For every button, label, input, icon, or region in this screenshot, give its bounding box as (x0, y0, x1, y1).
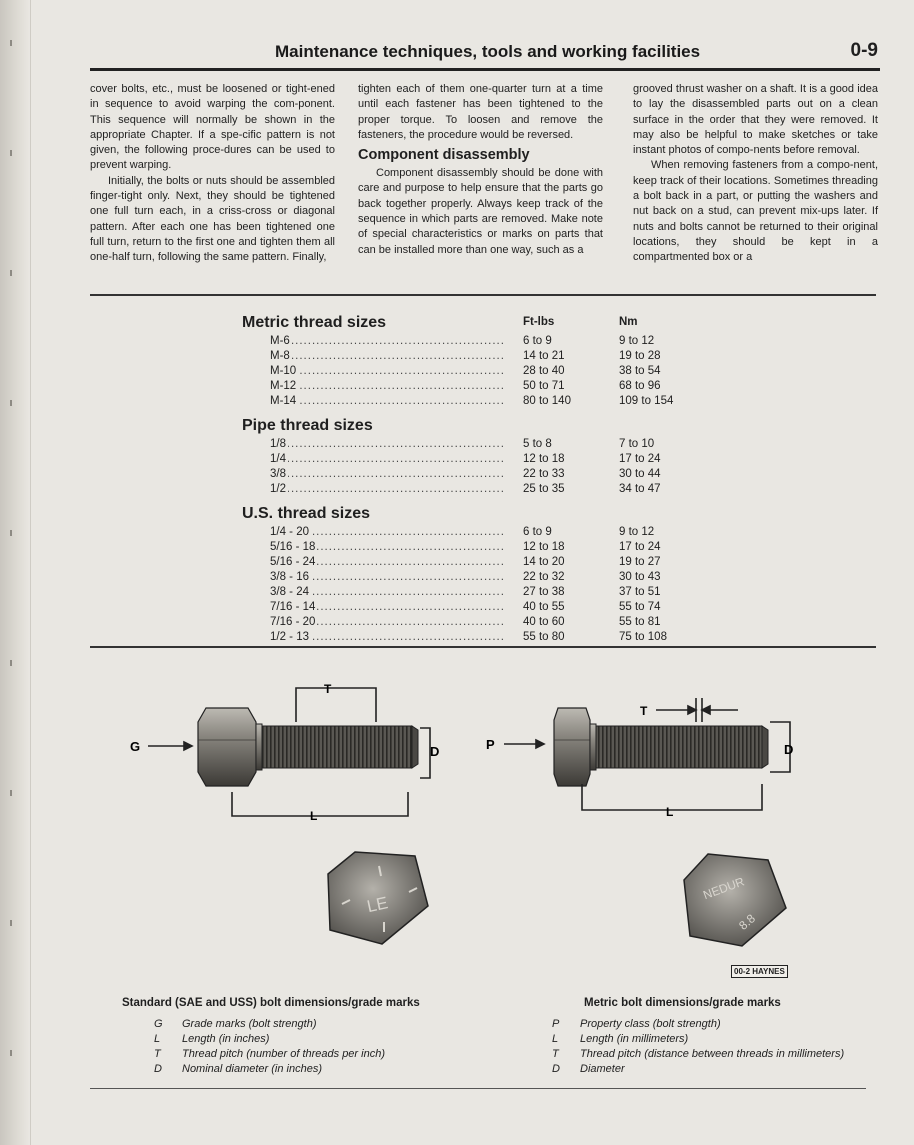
legend-key: P (552, 1018, 560, 1030)
thread-size: M-6 (270, 335, 290, 347)
ftlbs-value: 27 to 38 (523, 586, 565, 598)
table-row (242, 482, 722, 497)
label-P: P (486, 737, 495, 752)
table-row (242, 364, 722, 379)
legend-item (552, 1062, 872, 1077)
head-mark-le: LE (365, 893, 390, 917)
thread-size: M-8 (270, 350, 290, 362)
legend-value: Property class (bolt strength) (580, 1018, 721, 1030)
group-title: Metric thread sizes (242, 314, 387, 331)
page-binding-edge (0, 0, 31, 1145)
legend-key: L (552, 1033, 559, 1045)
nm-value: 19 to 28 (619, 350, 661, 362)
label-L-metric: L (666, 805, 674, 819)
legend-item (154, 1017, 462, 1032)
legend-key: T (154, 1048, 161, 1060)
header-title: Maintenance techniques, tools and working facilities (275, 42, 701, 61)
legend-value: Length (in millimeters) (580, 1033, 689, 1045)
metric-bolt-side-view (554, 708, 768, 786)
legend-item (552, 1047, 872, 1062)
caption-title: Standard (SAE and USS) bolt dimensions/grade marks (122, 997, 420, 1009)
thread-size: 3/8 - 24 (270, 586, 309, 598)
nm-value: 17 to 24 (619, 453, 661, 465)
table-row (242, 630, 722, 645)
nm-value: 55 to 81 (619, 616, 661, 628)
label-D-metric: D (784, 742, 794, 757)
thread-size: 1/2 (270, 483, 286, 495)
legend-item (154, 1032, 462, 1047)
legend-value: Diameter (580, 1063, 625, 1075)
torque-table (242, 312, 722, 645)
text-column-2 (358, 82, 603, 258)
legend-item (552, 1032, 872, 1047)
ftlbs-value: 50 to 71 (523, 380, 565, 392)
group-title: Pipe thread sizes (242, 417, 373, 434)
label-G: G (130, 739, 141, 754)
table-row (242, 452, 722, 467)
legend-value: Nominal diameter (in inches) (182, 1063, 322, 1075)
paragraph: When removing fasteners from a compo-nent, keep track of their locations. Sometimes threading a bolt back in a part, or putting the washers and nut back on a stud, can prevent mix-ups later. If nuts and bolts cannot be returned to their original locations, they should be kept in a compartmented box or a (633, 159, 878, 264)
paragraph: cover bolts, etc., must be loosened or tight-ened in sequence to avoid warping the com-ponent. This sequence will normally be shown in the appropriate Chapter. If a spe-cific pattern is not given, the following proce-dures can be used to prevent warping. (90, 83, 335, 172)
text-column-3 (633, 82, 878, 266)
ftlbs-value: 22 to 32 (523, 571, 565, 583)
ftlbs-value: 28 to 40 (523, 365, 565, 377)
ftlbs-value: 40 to 55 (523, 601, 565, 613)
ftlbs-value: 6 to 9 (523, 335, 552, 347)
legend-key: D (552, 1063, 560, 1075)
table-row (242, 334, 722, 349)
caption-metric (552, 997, 872, 1077)
ftlbs-value: 5 to 8 (523, 438, 552, 450)
ftlbs-value: 80 to 140 (523, 395, 571, 407)
thread-size: 1/4 - 20 (270, 526, 309, 538)
label-T-metric: T (640, 704, 648, 718)
ftlbs-value: 12 to 18 (523, 541, 565, 553)
legend-value: Thread pitch (distance between threads in millimeters) (580, 1048, 845, 1060)
ftlbs-value: 14 to 21 (523, 350, 565, 362)
bolt-diagram (90, 660, 880, 990)
paragraph: Initially, the bolts or nuts should be assembled finger-tight only. Next, they should be tightened one full turn each, in a criss-cross or diagonal pattern. After each one has been tightened one full turn, return to the first one and tighten them all one-half turn, following the same pattern. Finally, (90, 174, 335, 264)
label-T: T (324, 682, 332, 696)
label-D: D (430, 744, 440, 759)
column-header-ftlbs: Ft-lbs (523, 316, 555, 328)
bottom-divider (90, 1088, 866, 1089)
divider (90, 294, 876, 296)
ftlbs-value: 40 to 60 (523, 616, 565, 628)
page-number: 0-9 (850, 40, 878, 61)
metric-bolt-head-grade-marks (684, 854, 786, 946)
thread-size: 7/16 - 20 (270, 616, 316, 628)
nm-value: 9 to 12 (619, 335, 655, 347)
nm-value: 9 to 12 (619, 526, 655, 538)
nm-value: 37 to 51 (619, 586, 661, 598)
nm-value: 75 to 108 (619, 631, 667, 643)
table-row (242, 525, 722, 540)
nm-value: 55 to 74 (619, 601, 661, 613)
nm-value: 34 to 47 (619, 483, 661, 495)
thread-size: 3/8 - 16 (270, 571, 309, 583)
legend-value: Length (in inches) (182, 1033, 270, 1045)
paragraph: tighten each of them one-quarter turn at a time until each fastener has been tightened to the proper torque. To loosen and remove the fasteners, the procedure would be reversed. (358, 83, 603, 141)
paragraph: grooved thrust washer on a shaft. It is a good idea to lay the disassembled parts out on a clean surface in the order that they were removed. It may also be helpful to make sketches or take instant photos of compo-nents before removal. (633, 83, 878, 157)
ftlbs-value: 6 to 9 (523, 526, 552, 538)
divider (90, 646, 876, 648)
legend-item (552, 1017, 872, 1032)
legend-item (154, 1047, 462, 1062)
nm-value: 30 to 43 (619, 571, 661, 583)
legend-key: T (552, 1048, 559, 1060)
legend-key: D (154, 1063, 162, 1075)
table-row (242, 600, 722, 615)
table-row (242, 570, 722, 585)
nm-value: 17 to 24 (619, 541, 661, 553)
table-row (242, 555, 722, 570)
thread-size: 1/4 (270, 453, 286, 465)
thread-size: 5/16 - 24 (270, 556, 316, 568)
table-row (242, 394, 722, 409)
figure-tag: 00-2 HAYNES (731, 965, 788, 978)
caption-sae (122, 997, 462, 1077)
legend-value: Thread pitch (number of threads per inch) (182, 1048, 385, 1060)
thread-size: M-14 (270, 395, 297, 407)
legend-key: G (154, 1018, 163, 1030)
running-header (90, 38, 880, 71)
thread-size: 3/8 (270, 468, 286, 480)
sae-bolt-head-grade-marks (328, 852, 428, 944)
table-row (242, 467, 722, 482)
paragraph: Component disassembly should be done with care and purpose to help ensure that the parts go back together properly. Always keep track of the sequence in which parts are removed. Make note of special characteristics or marks on parts that can be installed more than one way, such as a (358, 167, 603, 256)
caption-title: Metric bolt dimensions/grade marks (584, 997, 781, 1009)
thread-size: 1/2 - 13 (270, 631, 309, 643)
thread-size: 5/16 - 18 (270, 541, 316, 553)
legend-item (154, 1062, 462, 1077)
ftlbs-value: 14 to 20 (523, 556, 565, 568)
text-column-1 (90, 82, 335, 266)
group-title: U.S. thread sizes (242, 505, 371, 522)
thread-size: 7/16 - 14 (270, 601, 316, 613)
thread-size: M-10 (270, 365, 297, 377)
table-row (242, 615, 722, 630)
nm-value: 38 to 54 (619, 365, 661, 377)
sae-bolt-side-view (198, 708, 418, 786)
nm-value: 109 to 154 (619, 395, 674, 407)
head-mark-nedur: NEDUR (701, 874, 747, 903)
nm-value: 19 to 27 (619, 556, 661, 568)
head-mark-grade: 8.8 (736, 911, 758, 933)
ftlbs-value: 55 to 80 (523, 631, 565, 643)
nm-value: 7 to 10 (619, 438, 655, 450)
nm-value: 30 to 44 (619, 468, 661, 480)
bolt-dimensions-figure (90, 660, 880, 990)
label-L: L (310, 809, 318, 823)
table-row (242, 540, 722, 555)
nm-value: 68 to 96 (619, 380, 661, 392)
column-header-nm: Nm (619, 316, 638, 328)
ftlbs-value: 22 to 33 (523, 468, 565, 480)
ftlbs-value: 25 to 35 (523, 483, 565, 495)
ftlbs-value: 12 to 18 (523, 453, 565, 465)
table-row (242, 437, 722, 452)
section-heading: Component disassembly (358, 147, 530, 164)
legend-key: L (154, 1033, 161, 1045)
thread-size: 1/8 (270, 438, 286, 450)
thread-size: M-12 (270, 380, 297, 392)
table-row (242, 379, 722, 394)
table-row (242, 349, 722, 364)
legend-value: Grade marks (bolt strength) (182, 1018, 317, 1030)
table-row (242, 585, 722, 600)
